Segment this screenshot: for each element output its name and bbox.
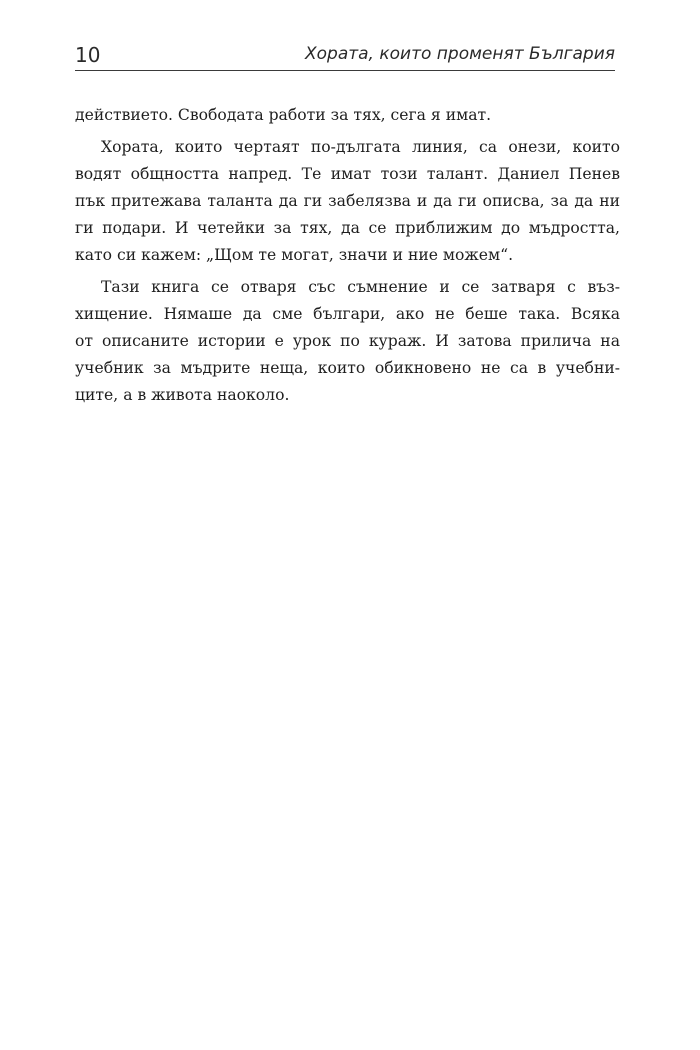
running-title: Хората, които променят България xyxy=(304,44,615,64)
text-line: действието. Свободата работи за тях, сега я имат. xyxy=(75,106,492,124)
text-line: водят общността напред. Те имат този талант. Даниел Пенев xyxy=(75,165,620,183)
page-number: 10 xyxy=(75,43,101,67)
text-line: Тази книга се отваря със съмнение и се затваря с въз- xyxy=(101,278,620,296)
text-line: пък притежава таланта да ги забелязва и да ги описва, за да ни xyxy=(75,192,620,210)
running-header xyxy=(75,40,615,71)
text-line: Хората, които чертаят по-дългата линия, са онези, които xyxy=(101,138,620,156)
text-line: от описаните истории е урок по кураж. И затова прилича на xyxy=(75,332,620,350)
text-line: ците, а в живота наоколо. xyxy=(75,386,290,404)
text-line: учебник за мъдрите неща, които обикновено не са в учебни- xyxy=(75,359,620,377)
text-line: хищение. Нямаше да сме българи, ако не беше така. Всяка xyxy=(75,305,620,323)
body-text xyxy=(75,102,620,409)
text-line: ги подари. И четейки за тях, да се приближим до мъдростта, xyxy=(75,219,620,237)
text-line: като си кажем: „Щом те могат, значи и ние можем“. xyxy=(75,246,514,264)
